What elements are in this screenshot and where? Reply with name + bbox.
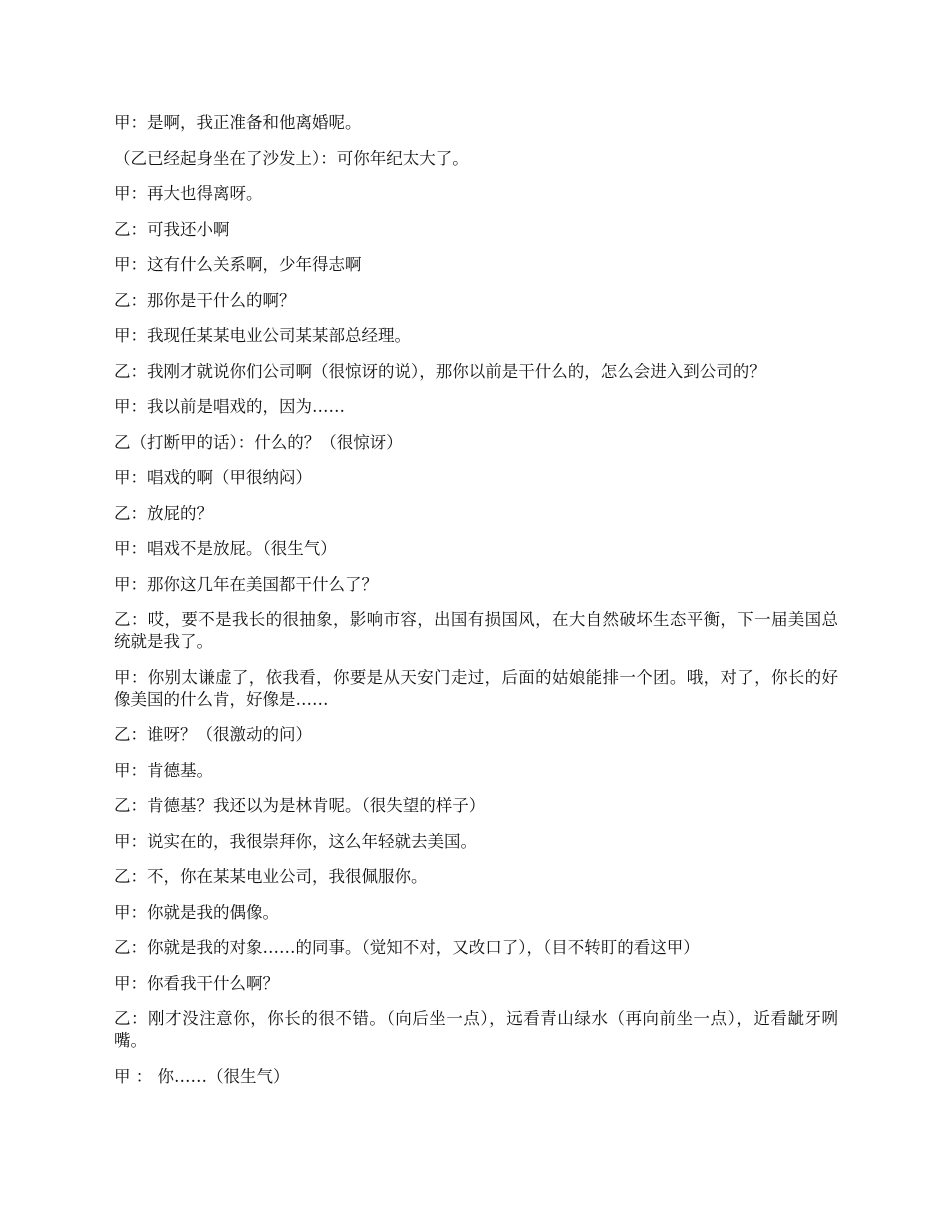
dialogue-line: 乙（打断甲的话）：什么的？（很惊讶） (114, 432, 403, 452)
dialogue-line: 甲：你别太谦虚了，依我看，你要是从天安门走过，后面的姑娘能排一个团。哦，对了，你长的好像美国的什么肯，好像是…… (114, 667, 838, 709)
dialogue-text-body (114, 112, 838, 1101)
dialogue-line: 甲：你看我干什么啊？ (114, 973, 279, 993)
dialogue-line: 乙：可我还小啊 (114, 219, 230, 239)
dialogue-line: 甲：肯德基。 (114, 760, 213, 780)
dialogue-line: 乙：你就是我的对象……的同事。（觉知不对，又改口了），（目不转盯的看这甲） (114, 938, 700, 957)
dialogue-line: 乙：肯德基？我还以为是林肯呢。（很失望的样子） (114, 796, 486, 815)
dialogue-line: 甲 ： 你……（很生气） (114, 1066, 290, 1086)
dialogue-line: 甲：唱戏的啊（甲很纳闷） (114, 468, 312, 487)
dialogue-line: 乙：刚才没注意你，你长的很不错。（向后坐一点），远看青山绿水（再向前坐一点），近看龇牙咧嘴。 (114, 1009, 838, 1050)
dialogue-line: 乙：我刚才就说你们公司啊（很惊讶的说），那你以前是干什么的，怎么会进入到公司的？ (114, 361, 766, 381)
dialogue-line: 甲：那你这几年在美国都干什么了？ (114, 574, 378, 594)
dialogue-line: 甲：再大也得离呀。 (114, 184, 263, 203)
dialogue-line: 乙：哎，要不是我长的很抽象，影响市容，出国有损国风，在大自然破坏生态平衡，下一届美国总统就是我了。 (114, 610, 838, 651)
dialogue-line: 乙：那你是干什么的啊？ (114, 290, 296, 310)
dialogue-line: （乙已经起身坐在了沙发上）：可你年纪太大了。 (114, 148, 469, 168)
dialogue-line: 甲：是啊，我正准备和他离婚呢。 (114, 113, 362, 132)
dialogue-line: 甲：你就是我的偶像。 (114, 902, 279, 922)
dialogue-line: 甲：说实在的，我很崇拜你，这么年轻就去美国。 (114, 831, 477, 851)
dialogue-line: 乙：不，你在某某电业公司，我很佩服你。 (114, 867, 428, 886)
dialogue-line: 乙：放屁的？ (114, 503, 213, 523)
dialogue-line: 甲：唱戏不是放屁。（很生气） (114, 539, 337, 558)
dialogue-line: 甲：我现任某某电业公司某某部总经理。 (114, 326, 411, 345)
dialogue-line: 乙：谁呀？（很激动的问） (114, 725, 312, 744)
dialogue-line: 甲：这有什么关系啊，少年得志啊 (114, 255, 362, 274)
dialogue-line: 甲：我以前是唱戏的，因为…… (114, 397, 345, 416)
